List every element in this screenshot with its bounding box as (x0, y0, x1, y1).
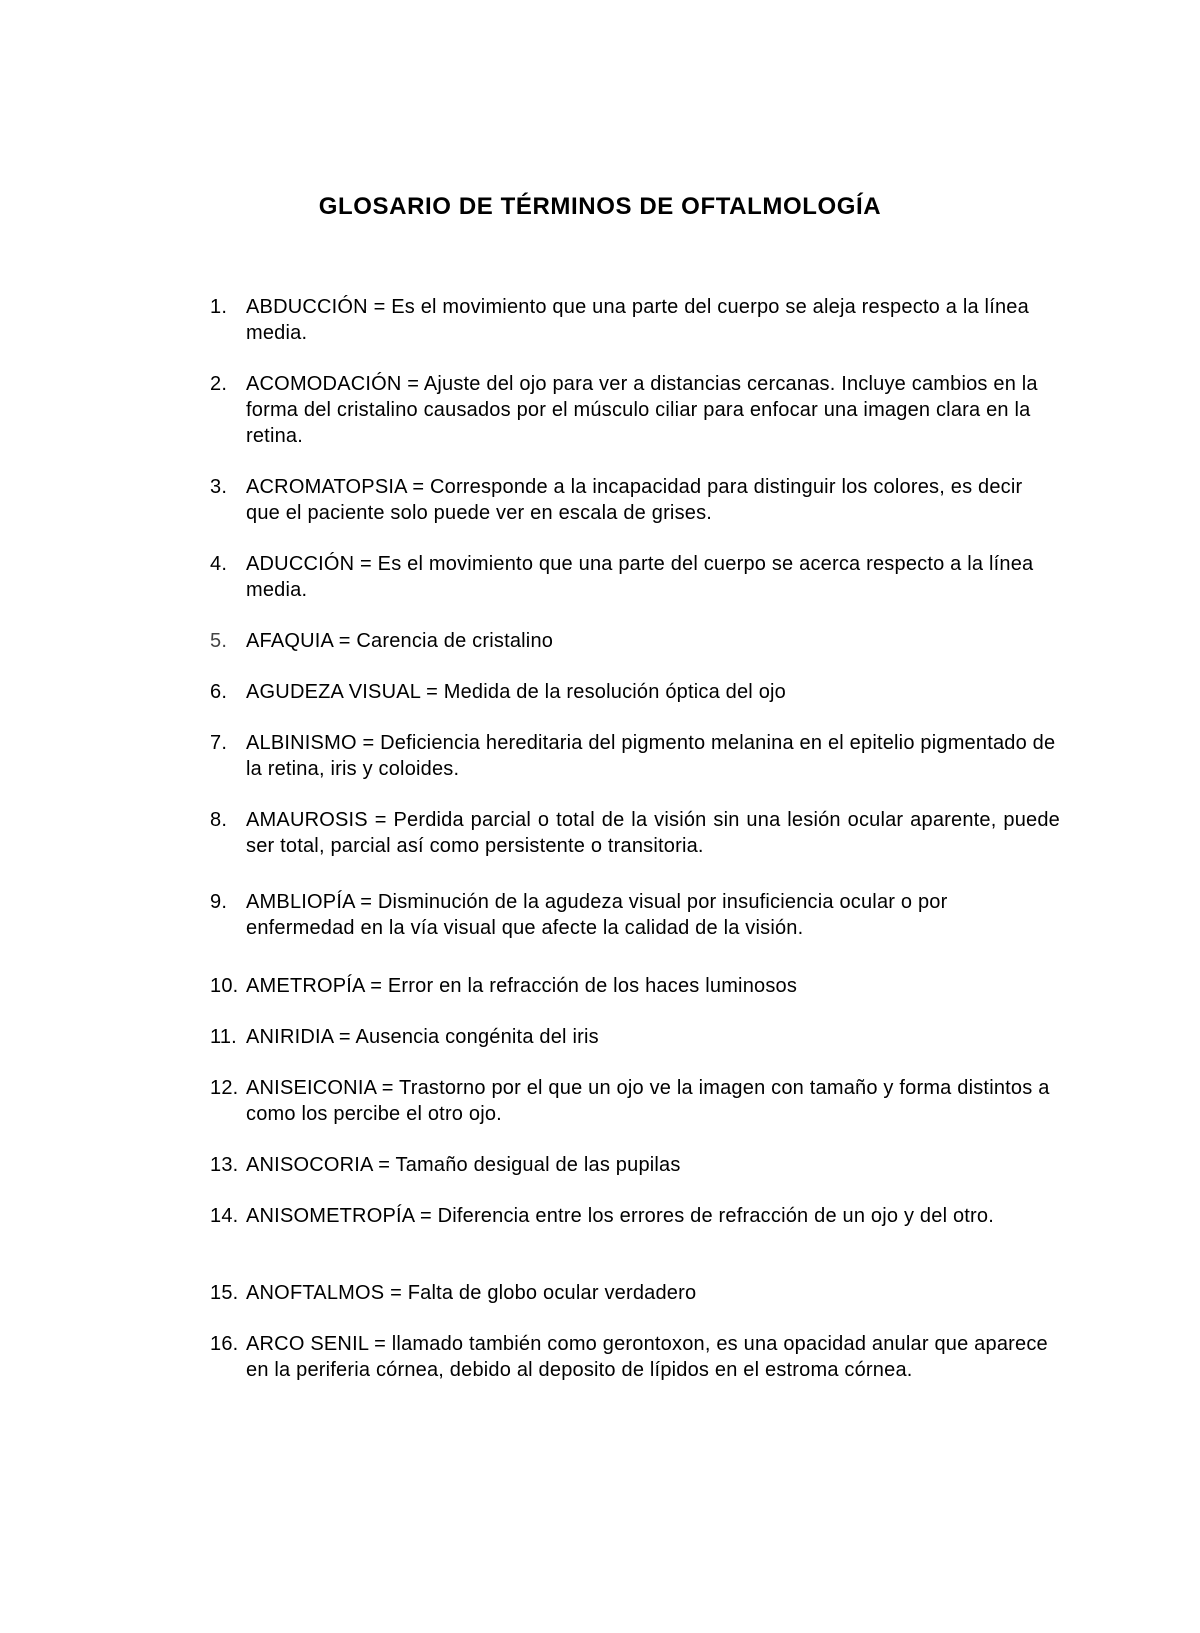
entry-number: 4. (210, 553, 228, 575)
entry-number: 7. (210, 732, 228, 754)
entry-number: 8. (210, 809, 228, 831)
glossary-entry-2 (210, 371, 1060, 449)
glossary-entry-11 (210, 1024, 1060, 1050)
entry-text: ARCO SENIL = llamado también como gerontoxon, es una opacidad anular que aparece en la periferia córnea, debido al deposito de lípidos en el estroma córnea. (246, 1333, 1048, 1381)
entry-text: ACROMATOPSIA = Corresponde a la incapacidad para distinguir los colores, es decir que el paciente solo puede ver en escala de grises. (246, 476, 1023, 524)
entry-number: 1. (210, 296, 228, 318)
entry-number: 15. (210, 1282, 239, 1304)
page-title: GLOSARIO DE TÉRMINOS DE OFTALMOLOGÍA (318, 193, 882, 220)
entry-text: ANISOCORIA = Tamaño desigual de las pupilas (246, 1154, 681, 1176)
entry-number: 11. (210, 1026, 237, 1048)
glossary-entry-16 (210, 1331, 1060, 1383)
entry-number: 12. (210, 1077, 239, 1099)
glossary-entry-10 (210, 973, 1060, 999)
entry-text: ACOMODACIÓN = Ajuste del ojo para ver a distancias cercanas. Incluye cambios en la forma del cristalino causados por el músculo ciliar para enfocar una imagen clara en la retina. (246, 373, 1038, 447)
entry-number: 2. (210, 373, 228, 395)
entry-number: 10. (210, 975, 239, 997)
entry-text: AMAUROSIS = Perdida parcial o total de la visión sin una lesión ocular aparente, puede ser total, parcial así como persistente o transitoria. (246, 809, 1060, 857)
entry-text: ADUCCIÓN = Es el movimiento que una parte del cuerpo se acerca respecto a la línea media. (246, 553, 1034, 601)
glossary-entry-15 (210, 1280, 1060, 1306)
entry-text: AFAQUIA = Carencia de cristalino (246, 630, 554, 652)
glossary-entry-7 (210, 730, 1060, 782)
entry-text: ALBINISMO = Deficiencia hereditaria del pigmento melanina en el epitelio pigmentado de la retina, iris y coloides. (246, 732, 1056, 780)
entry-number: 3. (210, 476, 228, 498)
entry-text: ABDUCCIÓN = Es el movimiento que una parte del cuerpo se aleja respecto a la línea media. (246, 296, 1029, 344)
glossary-entry-14 (210, 1203, 1060, 1229)
entry-number: 13. (210, 1154, 239, 1176)
glossary-entry-8 (210, 807, 1060, 859)
entry-text: AGUDEZA VISUAL = Medida de la resolución óptica del ojo (246, 681, 786, 703)
glossary-entry-9 (210, 889, 1060, 941)
glossary-entry-6 (210, 679, 1060, 705)
glossary-entry-13 (210, 1152, 1060, 1178)
entry-text: ANIRIDIA = Ausencia congénita del iris (246, 1026, 599, 1048)
entry-text: ANISOMETROPÍA = Diferencia entre los errores de refracción de un ojo y del otro. (246, 1205, 994, 1227)
entry-number: 6. (210, 681, 228, 703)
entry-number: 16. (210, 1333, 239, 1355)
glossary-entry-4 (210, 551, 1060, 603)
glossary-entry-12 (210, 1075, 1060, 1127)
entry-text: AMETROPÍA = Error en la refracción de los haces luminosos (246, 975, 798, 997)
entry-text: ANOFTALMOS = Falta de globo ocular verdadero (246, 1282, 697, 1304)
glossary-entry-5 (210, 628, 1060, 654)
entry-text: AMBLIOPÍA = Disminución de la agudeza visual por insuficiencia ocular o por enfermedad en la vía visual que afecte la calidad de la visión. (246, 891, 948, 939)
entry-text: ANISEICONIA = Trastorno por el que un ojo ve la imagen con tamaño y forma distintos a como los percibe el otro ojo. (246, 1077, 1050, 1125)
glossary-entry-3 (210, 474, 1060, 526)
glossary-entry-1 (210, 294, 1060, 346)
entry-number: 14. (210, 1205, 239, 1227)
entry-number: 9. (210, 891, 228, 913)
entry-number: 5. (210, 630, 228, 652)
